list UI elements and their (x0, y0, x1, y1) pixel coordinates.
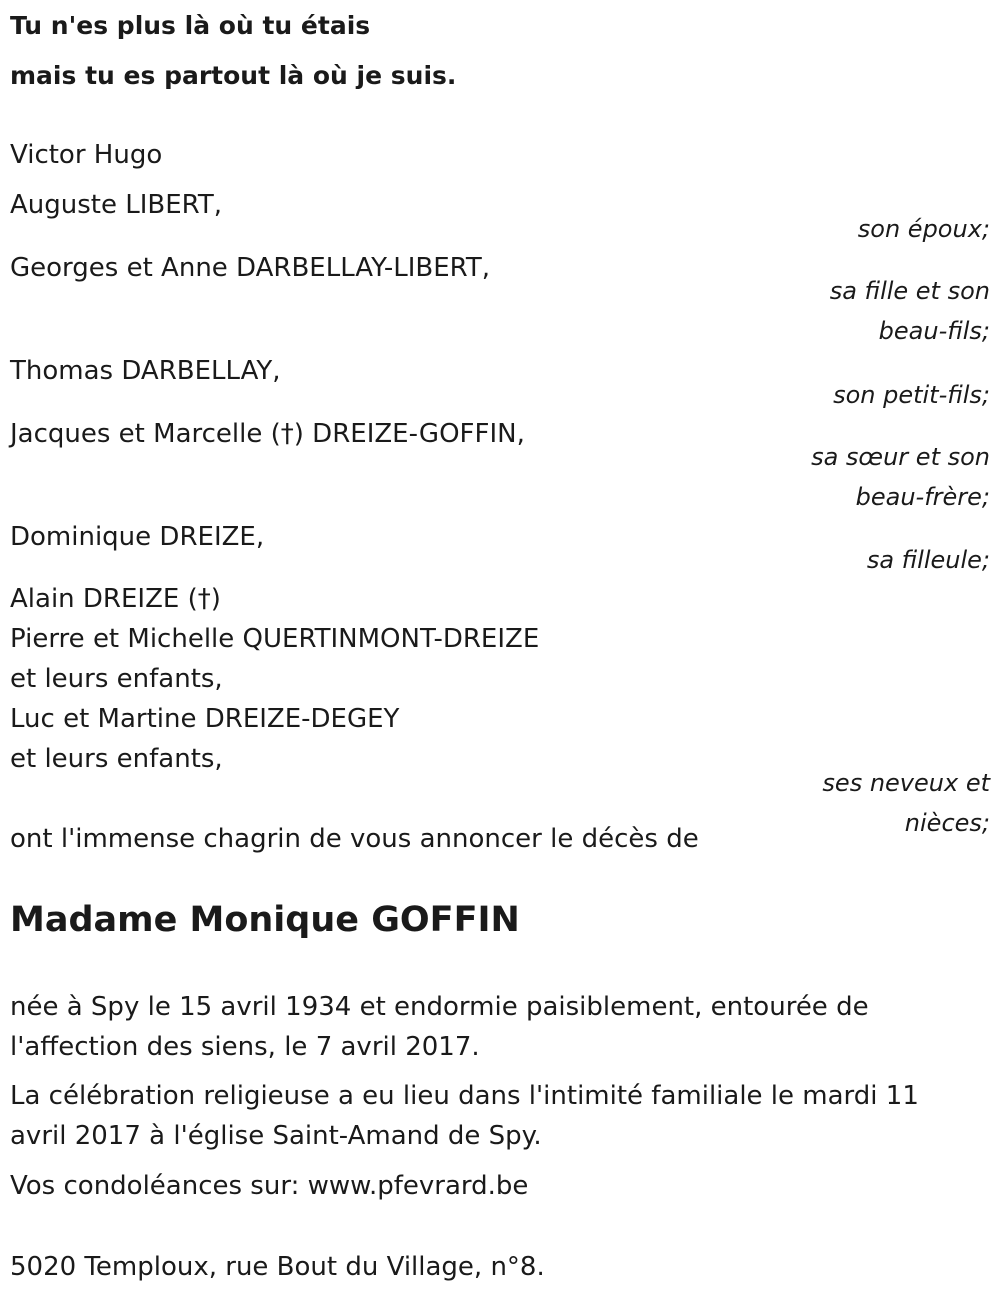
condolences-link[interactable]: Vos condoléances sur: www.pfevrard.be (10, 1171, 529, 1201)
family-relation: beau-frère; (855, 483, 990, 511)
family-relation: son petit-fils; (833, 381, 990, 409)
family-name: Thomas DARBELLAY, (10, 356, 281, 386)
announcement: ont l'immense chagrin de vous annoncer le décès de (10, 824, 699, 854)
family-name: Auguste LIBERT, (10, 190, 222, 220)
family-name: Georges et Anne DARBELLAY-LIBERT, (10, 253, 490, 283)
family-relation: beau-fils; (878, 317, 990, 345)
family-name: Jacques et Marcelle (†) DREIZE-GOFFIN, (10, 419, 525, 449)
ceremony-line: La célébration religieuse a eu lieu dans l'intimité familiale le mardi 11 (10, 1081, 919, 1111)
address: 5020 Temploux, rue Bout du Village, n°8. (10, 1252, 545, 1282)
ceremony-line: avril 2017 à l'église Saint-Amand de Spy. (10, 1121, 542, 1151)
birth-line: l'affection des siens, le 7 avril 2017. (10, 1032, 480, 1062)
deceased-name: Madame Monique GOFFIN (10, 900, 520, 940)
family-relation: sa sœur et son (811, 443, 990, 471)
quote-author: Victor Hugo (10, 140, 163, 170)
nephew-line: Alain DREIZE (†) (10, 584, 221, 614)
family-relation: sa fille et son (829, 277, 990, 305)
family-relation: sa filleule; (866, 546, 990, 574)
nephew-line: et leurs enfants, (10, 664, 223, 694)
family-name: Dominique DREIZE, (10, 522, 265, 552)
family-relation: son époux; (857, 215, 990, 243)
birth-line: née à Spy le 15 avril 1934 et endormie paisiblement, entourée de (10, 992, 869, 1022)
nephew-line: Pierre et Michelle QUERTINMONT-DREIZE (10, 624, 540, 654)
nephew-line: et leurs enfants, (10, 744, 223, 774)
nephews-relation: ses neveux et (822, 769, 990, 797)
quote-line-2: mais tu es partout là où je suis. (10, 61, 457, 90)
quote-line-1: Tu n'es plus là où tu étais (10, 11, 371, 40)
nephews-relation: nièces; (904, 809, 990, 837)
nephew-line: Luc et Martine DREIZE-DEGEY (10, 704, 400, 734)
